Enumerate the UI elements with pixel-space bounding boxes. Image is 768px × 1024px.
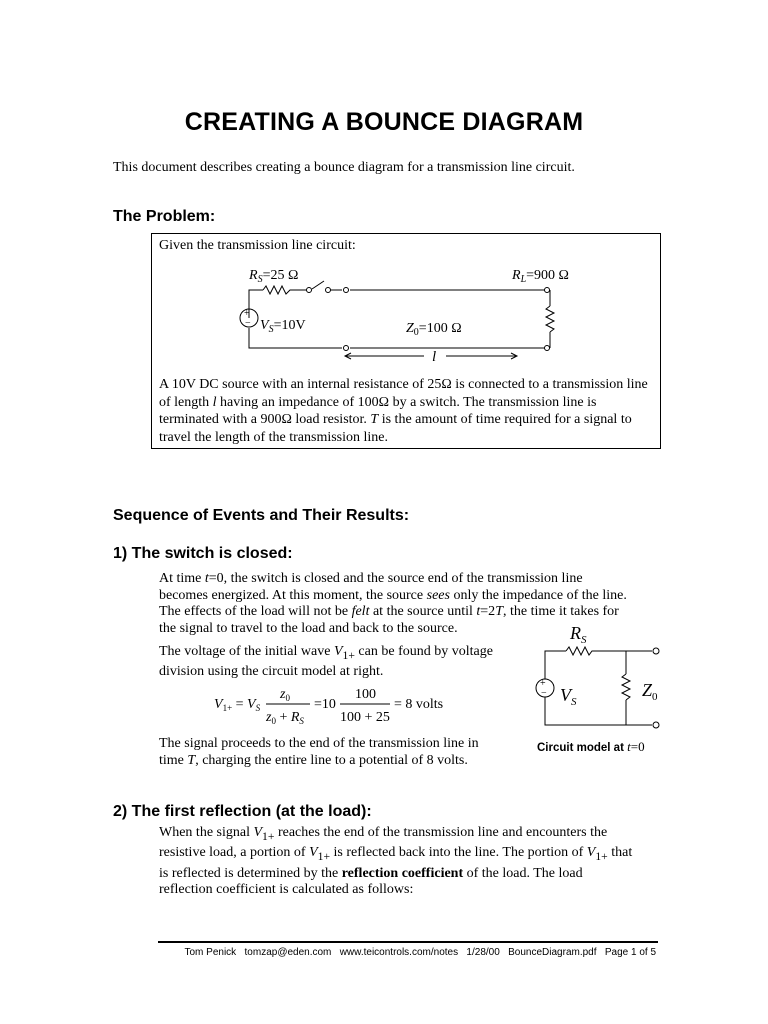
- problem-heading: The Problem:: [113, 208, 216, 225]
- voltage-division-equation: [214, 684, 464, 730]
- model-vs-label: $V_S$: [560, 685, 577, 708]
- page-title: CREATING A BOUNCE DIAGRAM: [184, 108, 584, 136]
- fraction1-denominator: $z_0 + R_S$: [266, 710, 304, 726]
- vs-label: $V_S=10V$: [260, 318, 306, 335]
- terminal-icon: [545, 346, 550, 351]
- step1-paragraph-1: At time t=0, the switch is closed and the source end of the transmission line becomes energized. At this moment, the source sees only the impedance of the line. The effects of the load will not be felt at the source until t=2T, the time it takes for the signal to travel to the load and back to the source.: [159, 571, 627, 636]
- rl-label: $R_L=900$ Ω: [512, 268, 569, 285]
- problem-description: A 10V DC source with an internal resistance of 25Ω is connected to a transmission line of length l having an impedance of 100Ω by a switch. The transmission line is terminated with a 900Ω load resistor. T is the amount of time required for a signal to travel the length of the transmission line.: [159, 377, 648, 445]
- step1-paragraph-3: The signal proceeds to the end of the transmission line in time T, charging the entire line to a potential of 8 volts.: [159, 736, 479, 768]
- source-minus-sign: −: [245, 318, 251, 329]
- model-minus-sign: −: [541, 688, 547, 699]
- circuit-model-caption: Circuit model at t=0: [537, 739, 645, 754]
- model-terminal-icon: [653, 722, 659, 728]
- fraction2-denominator: 100 + 25: [340, 710, 390, 725]
- switch-blade: [312, 281, 324, 289]
- fraction1-numerator: $z_0$: [280, 687, 290, 703]
- switch-terminal-icon: [326, 288, 331, 293]
- page-footer: Tom Penick tomzap@eden.com www.teicontrols.com/notes 1/28/00 BounceDiagram.pdf Page 1 of 5: [184, 947, 656, 958]
- terminal-icon: [344, 346, 349, 351]
- transmission-line-circuit-diagram: [152, 234, 660, 374]
- source-plus-sign: +: [244, 308, 250, 319]
- step1-paragraph-2: The voltage of the initial wave $V_{1+}$ can be found by voltage division using the circuit model at right.: [159, 644, 493, 680]
- intro-text: This document describes creating a bounce diagram for a transmission line circuit.: [113, 160, 575, 175]
- sequence-heading: Sequence of Events and Their Results:: [113, 507, 410, 524]
- z0-label: $Z_0=100$ Ω: [406, 321, 462, 338]
- model-rs-label: $R_S$: [570, 623, 587, 646]
- problem-box-intro: Given the transmission line circuit:: [159, 238, 356, 253]
- model-z0-label: $Z_0$: [642, 680, 658, 703]
- model-plus-sign: +: [540, 678, 546, 689]
- model-wire-top-left: [545, 651, 566, 679]
- switch-terminal-icon: [307, 288, 312, 293]
- equation-result: = 8 volts: [394, 697, 444, 712]
- equation-coefficient: =10: [314, 697, 336, 712]
- fraction2-numerator: 100: [355, 687, 376, 702]
- step2-heading: 2) The first reflection (at the load):: [113, 803, 372, 820]
- rl-resistor: [546, 306, 554, 332]
- terminal-icon: [545, 288, 550, 293]
- source-wire-top: [249, 290, 263, 318]
- rs-resistor: [263, 286, 300, 294]
- terminal-icon: [344, 288, 349, 293]
- circuit-model-diagram: [528, 618, 668, 734]
- model-z0-resistor: [622, 674, 630, 700]
- problem-box: [151, 233, 661, 449]
- footer-rule: [158, 941, 658, 943]
- equation-lhs: $V_{1+} = V_S$: [214, 697, 261, 713]
- model-rs-resistor: [566, 647, 626, 655]
- step2-paragraph-1: When the signal $V_{1+}$ reaches the end of the transmission line and encounters the resistive load, a portion of $V_{1+}$ is reflected back into the line. The portion of $V_{1+}$ that is reflected is determined by the reflection coefficient of the load. The load reflection coefficient is calculated as follows:: [159, 825, 633, 898]
- rs-label: $R_S=25$ Ω: [249, 268, 299, 285]
- model-terminal-icon: [653, 648, 659, 654]
- length-label: l: [432, 349, 437, 365]
- step1-heading: 1) The switch is closed:: [113, 545, 293, 562]
